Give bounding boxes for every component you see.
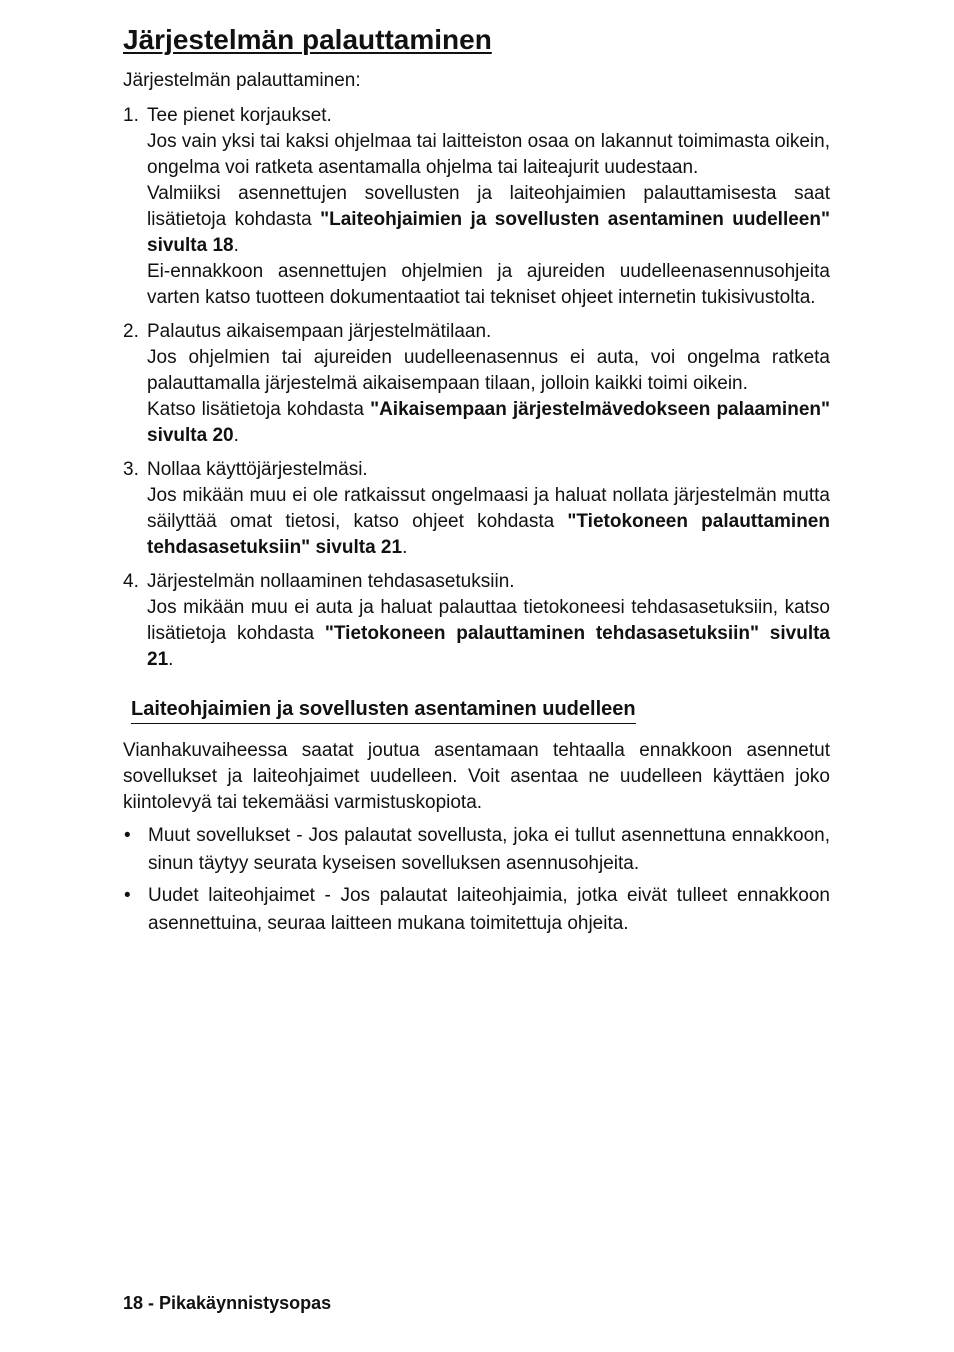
bullet-item [123,882,830,938]
step-paragraph [147,483,830,561]
paragraph-text: . [233,425,239,446]
step-heading: Nollaa käyttöjärjestelmäsi. [147,459,368,480]
paragraph-text: Valmiiksi asennettujen sovellusten ja laiteohjaimien palauttamisesta saat lisätietoja kohdasta [147,183,830,230]
paragraph-text: Jos mikään muu ei auta ja haluat palauttaa tietokoneesi tehdasasetuksiin, katso lisätietoja kohdasta [147,597,830,644]
paragraph-text: . [233,235,239,256]
document-page [123,22,830,942]
step-paragraph: Jos ohjelmien tai ajureiden uudelleenasennus ei auta, voi ongelma ratketa palauttamalla järjestelmä aikaisempaan tilaan, jolloin kaikki toimi oikein. [147,347,830,394]
paragraph-text: . [402,537,408,558]
steps-list [123,103,830,673]
step-paragraph: Jos vain yksi tai kaksi ohjelmaa tai laitteiston osaa on lakannut toimimasta oikein, ongelma voi ratketa asentamalla ohjelma tai laiteajurit uudestaan. [147,131,830,178]
bullet-icon: • [124,885,131,906]
bullet-icon: • [124,825,131,846]
bullet-item [123,822,830,878]
step-heading: Järjestelmän nollaaminen tehdasasetuksiin. [147,571,515,592]
section-heading: Laiteohjaimien ja sovellusten asentaminen uudelleen [131,695,636,724]
step-number: 2. [123,321,139,342]
step-paragraph [147,397,830,449]
step-item [123,103,830,311]
paragraph-text: Katso lisätietoja kohdasta [147,399,371,420]
cross-reference-link[interactable]: "Tietokoneen palauttaminen tehdasasetuksiin" sivulta 21 [147,623,830,670]
paragraph-text: . [168,649,174,670]
step-paragraph [147,181,830,259]
cross-reference-link[interactable]: "Tietokoneen palauttaminen tehdasasetuksiin" sivulta 21 [147,511,830,558]
cross-reference-link[interactable]: "Laiteohjaimien ja sovellusten asentaminen uudelleen" sivulta 18 [147,209,830,256]
intro-text: Järjestelmän palauttaminen: [123,70,361,91]
step-item [123,319,830,449]
paragraph-text: Jos mikään muu ei ole ratkaissut ongelmaasi ja haluat nollata järjestelmän mutta säilyttää omat tietosi, katso ohjeet kohdasta [147,485,830,532]
step-item [123,569,830,673]
page-footer: 18 - Pikakäynnistysopas [123,1293,332,1313]
bullet-text: Uudet laiteohjaimet - Jos palautat laiteohjaimia, jotka eivät tulleet ennakkoon asennettuina, seuraa laitteen mukana toimitettuja ohjeita. [148,885,830,934]
bullet-text: Muut sovellukset - Jos palautat sovellusta, joka ei tullut asennettuna ennakkoon, sinun täytyy seurata kyseisen sovelluksen asennusohjeita. [148,825,830,874]
step-heading: Palautus aikaisempaan järjestelmätilaan. [147,321,492,342]
step-number: 4. [123,571,139,592]
section-body: Vianhakuvaiheessa saatat joutua asentamaan tehtaalla ennakkoon asennetut sovellukset ja laiteohjaimet uudelleen. Voit asentaa ne uudelleen käyttäen joko kiintolevyä tai tekemääsi varmistuskopiota. [123,740,830,813]
step-number: 1. [123,105,139,126]
step-paragraph: Ei-ennakkoon asennettujen ohjelmien ja ajureiden uudelleenasennusohjeita varten katso tuotteen dokumentaatiot tai tekniset ohjeet internetin tukisivustolta. [147,261,830,308]
step-paragraph [147,595,830,673]
step-heading: Tee pienet korjaukset. [147,105,332,126]
step-number: 3. [123,459,139,480]
bullet-list [123,822,830,938]
step-item [123,457,830,561]
page-title: Järjestelmän palauttaminen [123,24,492,55]
cross-reference-link[interactable]: "Aikaisempaan järjestelmävedokseen palaaminen" sivulta 20 [147,399,831,446]
